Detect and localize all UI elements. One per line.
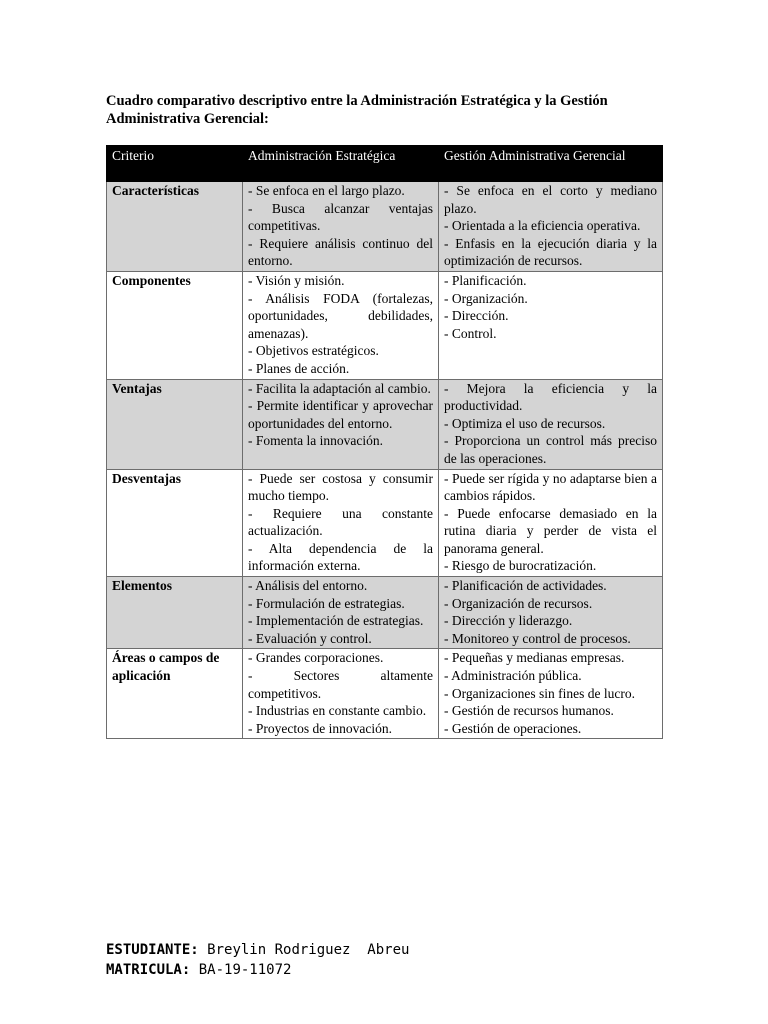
cell-criterio: Ventajas — [107, 379, 243, 469]
cell-line: - Planificación de actividades. — [444, 578, 607, 594]
cell-line: - Objetivos estratégicos. — [248, 343, 379, 359]
cell-criterio: Áreas o campos de aplicación — [107, 649, 243, 739]
table-row — [107, 271, 663, 379]
cell-criterio: Componentes — [107, 271, 243, 379]
cell-line: - Control. — [444, 325, 497, 341]
comparison-table — [106, 145, 663, 739]
cell-line: - Pequeñas y medianas empresas. — [444, 650, 625, 666]
cell-line: - Implementación de estrategias. — [248, 613, 424, 629]
cell-line: - Dirección y liderazgo. — [444, 613, 573, 629]
cell-line: - Organizaciones sin fines de lucro. — [444, 685, 635, 701]
cell-line: - Enfasis en la ejecución diaria y la optimización de recursos. — [444, 235, 657, 269]
cell-line: - Formulación de estrategias. — [248, 595, 405, 611]
cell-line: - Optimiza el uso de recursos. — [444, 415, 606, 431]
table-row — [107, 649, 663, 739]
cell-line: - Riesgo de burocratización. — [444, 558, 597, 574]
cell-criterio: Desventajas — [107, 469, 243, 577]
cell-line: - Proyectos de innovación. — [248, 720, 392, 736]
cell-gerencial — [439, 182, 663, 272]
cell-line: - Alta dependencia de la información externa. — [248, 540, 433, 574]
cell-line: - Mejora la eficiencia y la productividad. — [444, 380, 657, 414]
cell-line: - Gestión de operaciones. — [444, 720, 582, 736]
matricula-label: MATRICULA: — [106, 962, 191, 978]
cell-line: - Se enfoca en el largo plazo. — [248, 183, 405, 198]
table-header-row — [107, 146, 663, 182]
cell-line: - Gestión de recursos humanos. — [444, 703, 614, 719]
header-criterio: Criterio — [107, 146, 243, 182]
cell-gerencial — [439, 271, 663, 379]
cell-line: - Industrias en constante cambio. — [248, 703, 427, 719]
cell-criterio: Elementos — [107, 577, 243, 649]
header-estrategica: Administración Estratégica — [243, 146, 439, 182]
cell-line: - Dirección. — [444, 308, 509, 324]
cell-gerencial — [439, 577, 663, 649]
cell-line: - Permite identificar y aprovechar oportunidades del entorno. — [248, 398, 433, 431]
student-line — [106, 940, 409, 960]
cell-gerencial — [439, 379, 663, 469]
cell-estrategica — [243, 577, 439, 649]
cell-line: - Requiere análisis continuo del entorno. — [248, 235, 433, 269]
cell-line: - Puede ser rígida y no adaptarse bien a cambios rápidos. — [444, 470, 657, 504]
cell-line: - Planes de acción. — [248, 360, 350, 376]
cell-estrategica — [243, 379, 439, 469]
cell-gerencial — [439, 469, 663, 577]
table-row — [107, 182, 663, 272]
table-row — [107, 379, 663, 469]
cell-criterio: Características — [107, 182, 243, 272]
cell-line: - Organización de recursos. — [444, 595, 593, 611]
cell-line: - Requiere una constante actualización. — [248, 505, 433, 539]
cell-line: - Puede enfocarse demasiado en la rutina diaria y perder de vista el panorama general. — [444, 505, 657, 556]
cell-estrategica — [243, 182, 439, 272]
cell-line: - Sectores altamente competitivos. — [248, 668, 433, 701]
table-row — [107, 577, 663, 649]
header-gerencial: Gestión Administrativa Gerencial — [439, 146, 663, 182]
cell-line: - Facilita la adaptación al cambio. — [248, 380, 431, 396]
cell-line: - Busca alcanzar ventajas competitivas. — [248, 200, 433, 234]
cell-line: - Administración pública. — [444, 668, 582, 684]
matricula-value: BA-19-11072 — [198, 962, 292, 978]
cell-line: - Análisis FODA (fortalezas, oportunidades, debilidades, amenazas). — [248, 290, 433, 341]
table-row — [107, 469, 663, 577]
student-label: ESTUDIANTE: — [106, 942, 199, 958]
cell-gerencial — [439, 649, 663, 739]
cell-line: - Orientada a la eficiencia operativa. — [444, 218, 641, 234]
comparison-table-container — [106, 145, 662, 739]
cell-line: - Fomenta la innovación. — [248, 433, 383, 449]
cell-line: - Monitoreo y control de procesos. — [444, 630, 631, 646]
cell-line: - Puede ser costosa y consumir mucho tiempo. — [248, 470, 433, 504]
cell-line: - Se enfoca en el corto y mediano plazo. — [444, 183, 657, 216]
cell-line: - Evaluación y control. — [248, 630, 372, 646]
page-title: Cuadro comparativo descriptivo entre la Administración Estratégica y la Gestión Administrativa Gerencial: — [106, 93, 608, 127]
student-info — [106, 940, 409, 980]
cell-line: - Proporciona un control más preciso de las operaciones. — [444, 433, 657, 466]
cell-line: - Visión y misión. — [248, 272, 345, 288]
cell-line: - Grandes corporaciones. — [248, 650, 384, 666]
matricula-line — [106, 960, 409, 980]
cell-estrategica — [243, 271, 439, 379]
cell-line: - Organización. — [444, 290, 528, 306]
cell-estrategica — [243, 469, 439, 577]
student-name: Breylin Rodriguez Abreu — [207, 942, 410, 958]
cell-estrategica — [243, 649, 439, 739]
cell-line: - Planificación. — [444, 272, 527, 288]
cell-line: - Análisis del entorno. — [248, 578, 368, 594]
